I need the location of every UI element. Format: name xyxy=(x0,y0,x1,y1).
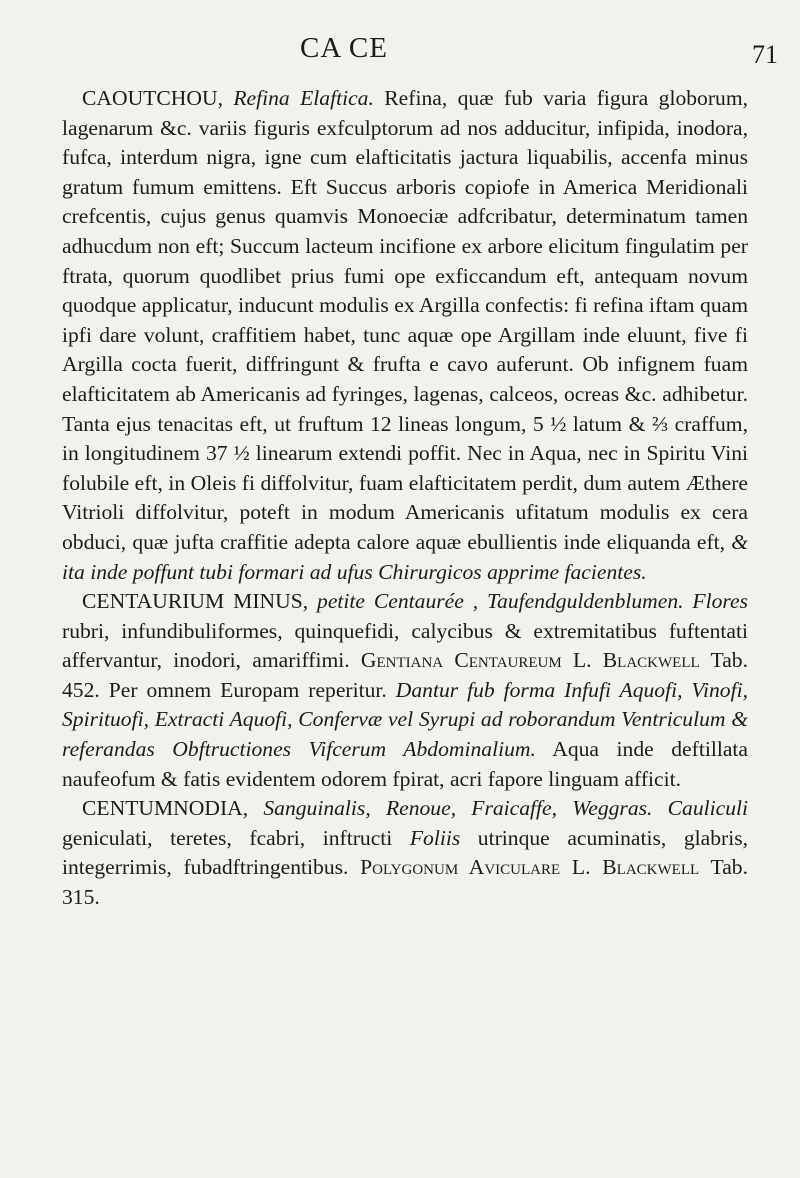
entry-body: rubri, infundibuliformes, quinquefidi, calycibus & extremitatibus fuftentati affervantur, inodori, amariffimi. xyxy=(62,618,748,673)
entry-reference-plate: Tab. 315. xyxy=(62,855,748,910)
entry-synonym: Sanguinalis, Renoue, Fraicaffe, Weggras. Cauliculi xyxy=(263,796,749,821)
entry-reference-author: Blackwell xyxy=(602,648,700,673)
entry-body: geniculati, teretes, fcabri, inftructi xyxy=(62,825,410,850)
running-head: CA CE xyxy=(300,32,388,64)
entry-centaurium-minus: CENTAURIUM MINUS, petite Centaurée , Taufendguldenblumen. Flores rubri, infundibuliformes, quinquefidi, calycibus & extremitatibus fuftentati affervantur, inodori, amariffimi. Gentiana Centaureum L. Blackwell Tab. 452. Per omnem Europam reperitur. Dantur fub forma Infufi Aquofi, Vinofi, Spirituofi, Extracti Aquofi, Confervæ vel Syrupi ad roborandum Ventriculum & referandas Obftructiones Vifcerum Abdominalium. Aqua inde deftillata naufeofum & fatis evidentem odorem fpirat, acri fapore linguam afficit. xyxy=(62,589,749,791)
page-header xyxy=(0,18,800,69)
entry-synonym: Refina Elaftica. xyxy=(233,86,374,110)
entry-linnaean-name: Gentiana Centaureum L. xyxy=(360,648,592,673)
entry-reference-plate: Tab. 452. Per omnem Europam reperitur. xyxy=(62,648,748,702)
entry-body-extra: Aqua inde deftillata naufeofum & fatis evidentem odorem fpirat, acri fapore linguam afficit. xyxy=(62,737,748,791)
entry-use: & ita inde poffunt tubi formari ad ufus Chirurgicos apprime facientes. xyxy=(62,529,748,584)
entry-head: CENTAURIUM MINUS xyxy=(82,589,303,614)
entry-body: Refina, quæ fub varia figura globorum, lagenarum &c. variis figuris exfculptorum ad nos adducitur, infipida, inodora, fufca, interdum nigra, igne cum elafticitatis jactura liquabilis, accenfa minus gratum fumum emittens. Eft Succus arboris copiofe in America Meridionali crefcentis, cujus genus quamvis Monoeciæ adfcribatur, determinatum tamen adhucdum non eft; Succum lacteum incifione ex arbore elicitum fingulatim per ftrata, quorum quodlibet prius fumi ope exficcandum eft, antequam novum quodque applicatur, inducunt modulis ex Argilla confectis: fi refina iftam quam ipfi dare volunt, craffitiem habet, tunc aquæ ope Argillam inde eluunt, five fi Argilla cocta fuerit, diffringunt & frufta e cavo auferunt. Ob infignem fuam elafticitatem ab Americanis ad fyringes, lagenas, calceos, ocreas &c. adhibetur. Tanta ejus tenacitas eft, ut fruftum 12 lineas longum, 5 ½ latum & ⅔ craffum, in longitudinem 37 ½ linearum extendi poffit. Nec in Aqua, nec in Spiritu Vini folubile eft, in Oleis fi diffolvitur, fuam elafticitatem perdit, dum autem Æthere Vitrioli diffolvitur, poteft in modum Americanis ufitatum modulis ex cera obduci, quæ jufta craffitie adepta calore aquæ ebullientis inde eliquanda eft, xyxy=(62,86,749,554)
entry-body-extra: utrinque acuminatis, glabris, integerrimis, fubadftringentibus. xyxy=(62,825,748,880)
entry-synonym: petite Centaurée , Taufendguldenblumen. Flores xyxy=(317,589,749,614)
page-body xyxy=(62,84,748,913)
entry-use: Dantur fub forma Infufi Aquofi, Vinofi, Spirituofi, Extracti Aquofi, Confervæ vel Syrupi ad roborandum Ventriculum & referandas Obftructiones Vifcerum Abdominalium. xyxy=(62,677,749,762)
entry-reference-author: Blackwell xyxy=(602,855,700,880)
entry-term: Foliis xyxy=(409,825,461,850)
entry-head: CAOUTCHOU xyxy=(82,86,218,110)
entry-head: CENTUMNODIA xyxy=(82,796,243,821)
entry-linnaean-name: Polygonum Aviculare L. xyxy=(360,855,591,880)
entry-centumnodia: CENTUMNODIA, Sanguinalis, Renoue, Fraicaffe, Weggras. Cauliculi geniculati, teretes, fcabri, inftructi Foliis utrinque acuminatis, glabris, integerrimis, fubadftringentibus. Polygonum Aviculare L. Blackwell Tab. 315. xyxy=(62,796,749,910)
entry-caoutchou: CAOUTCHOU, Refina Elaftica. Refina, quæ fub varia figura globorum, lagenarum &c. variis figuris exfculptorum ad nos adducitur, infipida, inodora, fufca, interdum nigra, igne cum elafticitatis jactura liquabilis, accenfa minus gratum fumum emittens. Eft Succus arboris copiofe in America Meridionali crefcentis, cujus genus quamvis Monoeciæ adfcribatur, determinatum tamen adhucdum non eft; Succum lacteum incifione ex arbore elicitum fingulatim per ftrata, quorum quodlibet prius fumi ope exficcandum eft, antequam novum quodque applicatur, inducunt modulis ex Argilla confectis: fi refina iftam quam ipfi dare volunt, craffitiem habet, tunc aquæ ope Argillam inde eluunt, five fi Argilla cocta fuerit, diffringunt & frufta e cavo auferunt. Ob infignem fuam elafticitatem ab Americanis ad fyringes, lagenas, calceos, ocreas &c. adhibetur. Tanta ejus tenacitas eft, ut fruftum 12 lineas longum, 5 ½ latum & ⅔ craffum, in longitudinem 37 ½ linearum extendi poffit. Nec in Aqua, nec in Spiritu Vini folubile eft, in Oleis fi diffolvitur, fuam elafticitatem perdit, dum autem Æthere Vitrioli diffolvitur, poteft in modum Americanis ufitatum modulis ex cera obduci, quæ jufta craffitie adepta calore aquæ ebullientis inde eliquanda eft, & ita inde poffunt tubi formari ad ufus Chirurgicos apprime facientes. xyxy=(62,86,749,584)
page-number: 71 xyxy=(752,40,778,69)
